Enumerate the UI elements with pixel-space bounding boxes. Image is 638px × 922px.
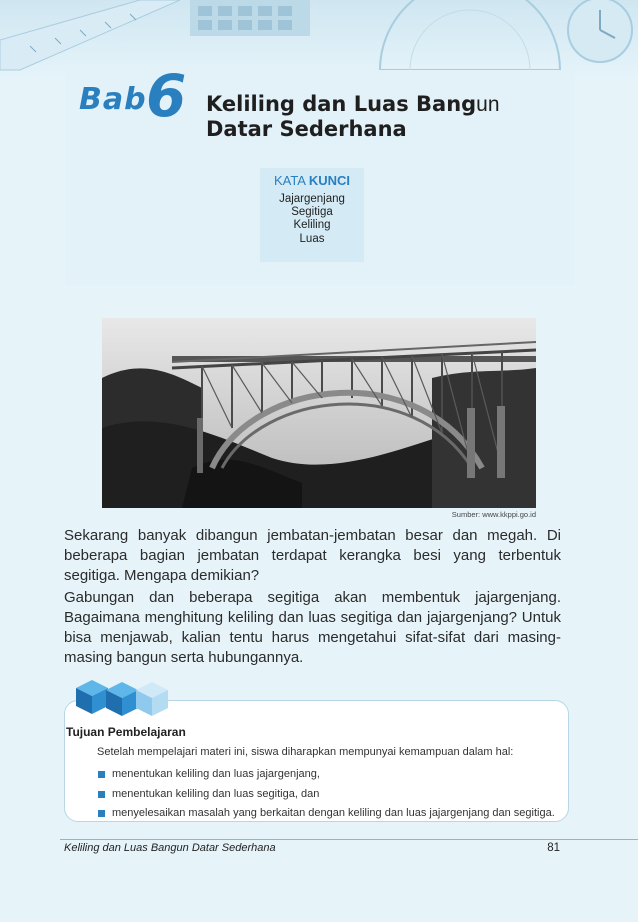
list-item-text: menentukan keliling dan luas jajargenjang, [112, 768, 320, 780]
keywords-heading [260, 174, 364, 188]
learning-objectives-lead: Setelah mempelajari materi ini, siswa diharapkan mempunyai kemampuan dalam hal: [97, 746, 514, 758]
square-bullet-icon [98, 771, 105, 778]
learning-objectives-list [97, 765, 557, 824]
keyword-item: Luas [299, 232, 325, 245]
learning-objectives-title: Tujuan Pembelajaran [66, 725, 186, 739]
list-item [97, 804, 557, 824]
square-bullet-icon [98, 810, 105, 817]
footer-divider [60, 839, 638, 840]
chapter-title-line2: Datar Sederhana [206, 117, 407, 141]
page-number: 81 [547, 842, 560, 854]
cubes-icon [74, 676, 174, 718]
chapter-label: Bab [79, 82, 147, 117]
intro-text [64, 526, 561, 668]
square-bullet-icon [98, 791, 105, 798]
bridge-illustration [102, 318, 536, 508]
list-item-text: menyelesaikan masalah yang berkaitan dengan keliling dan luas jajargenjang dan segitiga. [112, 807, 555, 819]
intro-paragraph-2: Gabungan dan beberapa segitiga akan membentuk jajargenjang. Bagaimana menghitung keliling dan luas segitiga dan jajargenjang? Untuk bisa menjawab, kalian tentu harus mengetahui sifat-sifat dari masing-masing bangun serta hubungannya. [64, 589, 561, 666]
list-item [97, 765, 557, 785]
clock-icon [568, 0, 632, 62]
keywords-heading-a: KATA [273, 173, 309, 188]
photo-source: Sumber: www.kkppi.go.id [451, 510, 536, 519]
keywords-heading-b: KUNCI [308, 173, 351, 188]
bridge-photo [102, 318, 536, 508]
list-item-text: menentukan keliling dan luas segitiga, dan [112, 787, 320, 800]
header-decoration [0, 0, 638, 80]
chapter-title-line1-tail: un [476, 93, 500, 116]
keywords-box [260, 168, 364, 262]
intro-paragraph-1: Sekarang banyak dibangun jembatan-jembatan besar dan megah. Di beberapa bagian jembatan terdapat kerangka besi yang terbentuk segitiga. Mengapa demikian? [64, 527, 561, 584]
chapter-title [206, 92, 576, 142]
keyword-item: Jajargenjang [279, 193, 345, 205]
keyword-item: Segitiga [291, 206, 333, 219]
keyword-item: Keliling [293, 219, 331, 232]
list-item [97, 785, 557, 805]
keywords-list [260, 193, 364, 246]
chapter-title-line1: Keliling dan Luas Bang [206, 92, 477, 116]
footer-title: Keliling dan Luas Bangun Datar Sederhana [64, 842, 276, 854]
chapter-number: 6 [146, 62, 187, 130]
calculator-icon [190, 0, 310, 36]
